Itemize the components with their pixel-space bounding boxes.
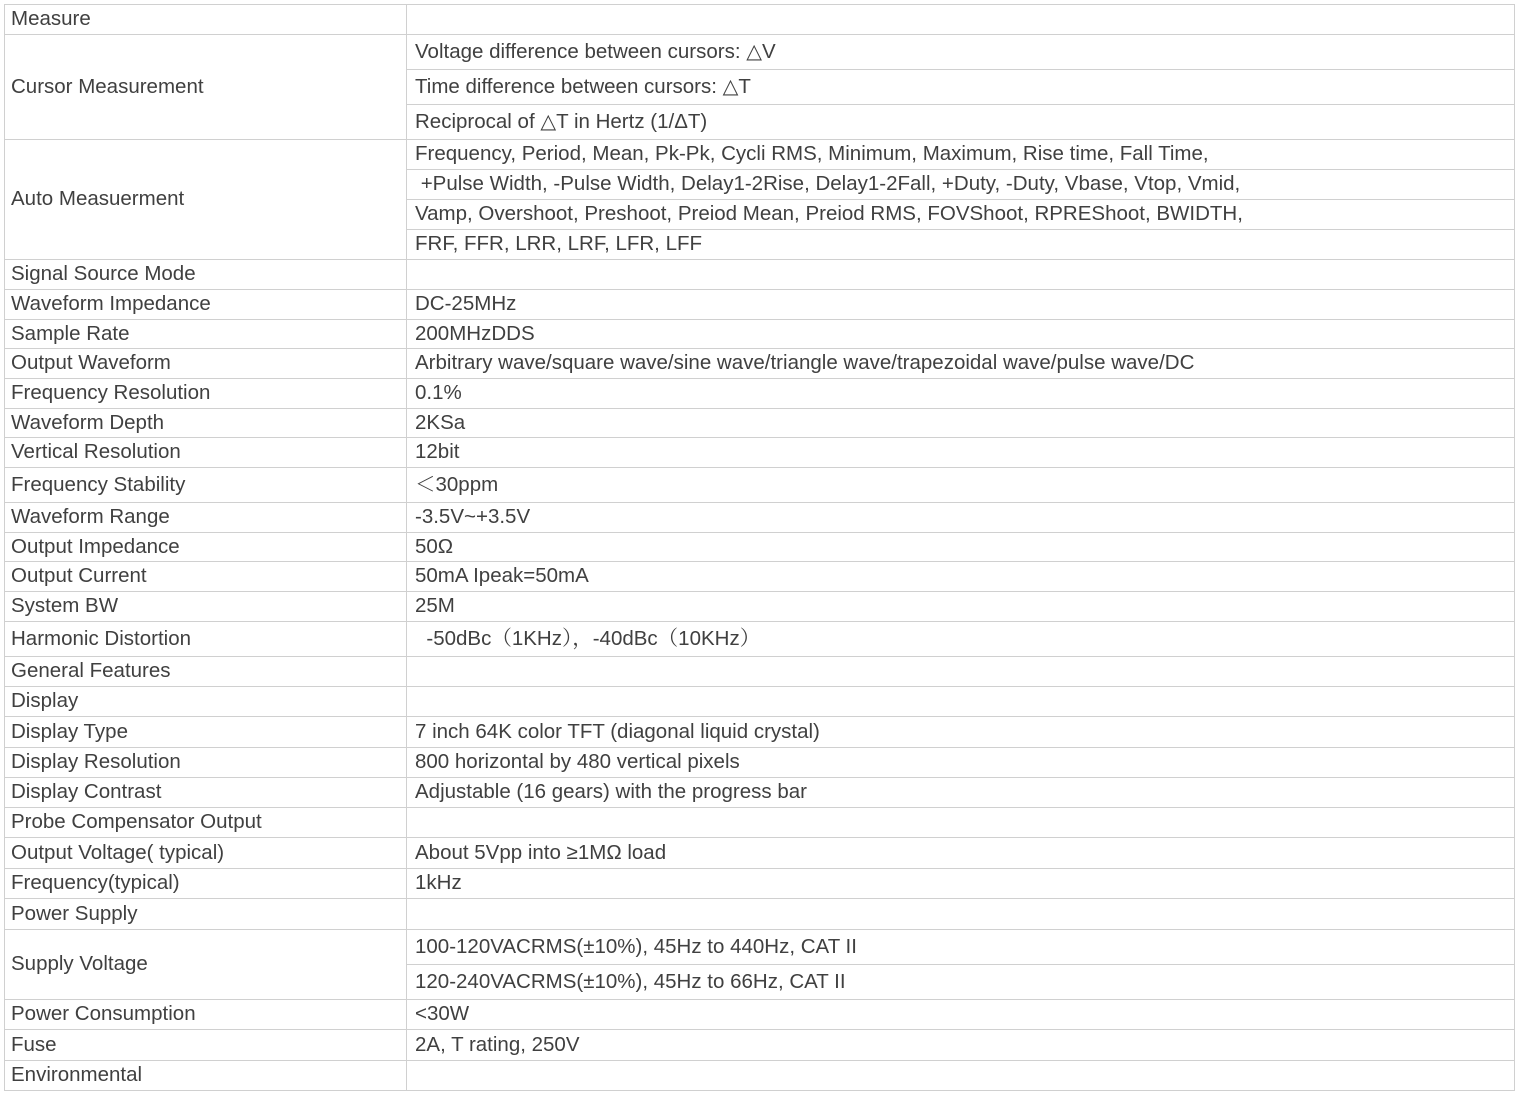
spec-row [5, 562, 1515, 592]
spec-row [5, 35, 1515, 70]
spec-value: Arbitrary wave/square wave/sine wave/triangle wave/trapezoidal wave/pulse wave/DC [407, 349, 1515, 379]
spec-label-power-consumption: Power Consumption [5, 1000, 407, 1030]
spec-label-supply-voltage: Supply Voltage [5, 930, 407, 1000]
section-heading-power-supply: Power Supply [5, 899, 407, 930]
spec-label-harmonic-distortion: Harmonic Distortion [5, 622, 407, 657]
spec-row [5, 1000, 1515, 1030]
spec-value: 7 inch 64K color TFT (diagonal liquid crystal) [407, 717, 1515, 748]
spec-row [5, 838, 1515, 869]
spec-label-vertical-resolution: Vertical Resolution [5, 438, 407, 468]
spec-label-frequency-typical: Frequency(typical) [5, 869, 407, 899]
spec-value: 0.1% [407, 379, 1515, 409]
section-row [5, 5, 1515, 35]
spec-value: +Pulse Width, -Pulse Width, Delay1-2Rise, Delay1-2Fall, +Duty, -Duty, Vbase, Vtop, Vmid, [407, 170, 1515, 200]
spec-row [5, 533, 1515, 562]
spec-row [5, 379, 1515, 409]
spec-value: 2KSa [407, 409, 1515, 438]
spec-value: 1kHz [407, 869, 1515, 899]
spec-value: About 5Vpp into ≥1MΩ load [407, 838, 1515, 869]
section-empty-cell [407, 260, 1515, 290]
spec-value: -50dBc（1KHz），-40dBc（10KHz） [407, 622, 1515, 657]
section-empty-cell [407, 657, 1515, 687]
spec-value: <30W [407, 1000, 1515, 1030]
spec-label-cursor-measurement: Cursor Measurement [5, 35, 407, 140]
spec-row [5, 290, 1515, 320]
spec-value: 120-240VACRMS(±10%), 45Hz to 66Hz, CAT II [407, 965, 1515, 1000]
section-empty-cell [407, 5, 1515, 35]
spec-value: 50mA Ipeak=50mA [407, 562, 1515, 592]
spec-row [5, 622, 1515, 657]
spec-label-auto-measuerment: Auto Measuerment [5, 140, 407, 260]
section-heading-general-features: General Features [5, 657, 407, 687]
section-empty-cell [407, 808, 1515, 838]
section-heading-measure: Measure [5, 5, 407, 35]
spec-label-output-waveform: Output Waveform [5, 349, 407, 379]
spec-value: -3.5V~+3.5V [407, 503, 1515, 533]
spec-value: 2A, T rating, 250V [407, 1030, 1515, 1061]
spec-label-output-current: Output Current [5, 562, 407, 592]
spec-row [5, 409, 1515, 438]
spec-label-display-contrast: Display Contrast [5, 778, 407, 808]
spec-label-sample-rate: Sample Rate [5, 320, 407, 349]
spec-value: Adjustable (16 gears) with the progress bar [407, 778, 1515, 808]
spec-label-frequency-resolution: Frequency Resolution [5, 379, 407, 409]
spec-value: 12bit [407, 438, 1515, 468]
spec-label-display: Display [5, 687, 407, 717]
spec-row [5, 503, 1515, 533]
spec-label-display-type: Display Type [5, 717, 407, 748]
spec-label-system-bw: System BW [5, 592, 407, 622]
section-heading-environmental: Environmental [5, 1061, 407, 1091]
spec-value: DC-25MHz [407, 290, 1515, 320]
spec-value: 800 horizontal by 480 vertical pixels [407, 748, 1515, 778]
spec-row [5, 717, 1515, 748]
spec-value: ＜30ppm [407, 468, 1515, 503]
spec-label-fuse: Fuse [5, 1030, 407, 1061]
spec-row [5, 1030, 1515, 1061]
spec-row [5, 778, 1515, 808]
spec-value [407, 687, 1515, 717]
spec-row [5, 869, 1515, 899]
spec-value: Vamp, Overshoot, Preshoot, Preiod Mean, Preiod RMS, FOVShoot, RPREShoot, BWIDTH, [407, 200, 1515, 230]
spec-value: Reciprocal of △T in Hertz (1/ΔT) [407, 105, 1515, 140]
section-row [5, 808, 1515, 838]
spec-value: 100-120VACRMS(±10%), 45Hz to 440Hz, CAT II [407, 930, 1515, 965]
spec-label-frequency-stability: Frequency Stability [5, 468, 407, 503]
specification-table [4, 4, 1515, 1091]
spec-row [5, 930, 1515, 965]
spec-value: 50Ω [407, 533, 1515, 562]
section-heading-signal-source-mode: Signal Source Mode [5, 260, 407, 290]
spec-row [5, 468, 1515, 503]
spec-row [5, 438, 1515, 468]
section-empty-cell [407, 1061, 1515, 1091]
spec-label-waveform-depth: Waveform Depth [5, 409, 407, 438]
section-row [5, 657, 1515, 687]
spec-label-output-voltage-typical: Output Voltage( typical) [5, 838, 407, 869]
spec-label-waveform-range: Waveform Range [5, 503, 407, 533]
spec-value: Voltage difference between cursors: △V [407, 35, 1515, 70]
section-heading-probe-compensator-output: Probe Compensator Output [5, 808, 407, 838]
spec-value: FRF, FFR, LRR, LRF, LFR, LFF [407, 230, 1515, 260]
spec-value: Time difference between cursors: △T [407, 70, 1515, 105]
spec-value: 200MHzDDS [407, 320, 1515, 349]
spec-value: Frequency, Period, Mean, Pk-Pk, Cycli RMS, Minimum, Maximum, Rise time, Fall Time, [407, 140, 1515, 170]
spec-label-output-impedance: Output Impedance [5, 533, 407, 562]
spec-value: 25M [407, 592, 1515, 622]
section-row [5, 260, 1515, 290]
spec-row [5, 320, 1515, 349]
spec-row [5, 687, 1515, 717]
spec-label-waveform-impedance: Waveform Impedance [5, 290, 407, 320]
spec-row [5, 349, 1515, 379]
spec-row [5, 592, 1515, 622]
spec-row [5, 748, 1515, 778]
spec-label-display-resolution: Display Resolution [5, 748, 407, 778]
section-row [5, 899, 1515, 930]
spec-row [5, 140, 1515, 170]
section-empty-cell [407, 899, 1515, 930]
section-row [5, 1061, 1515, 1091]
